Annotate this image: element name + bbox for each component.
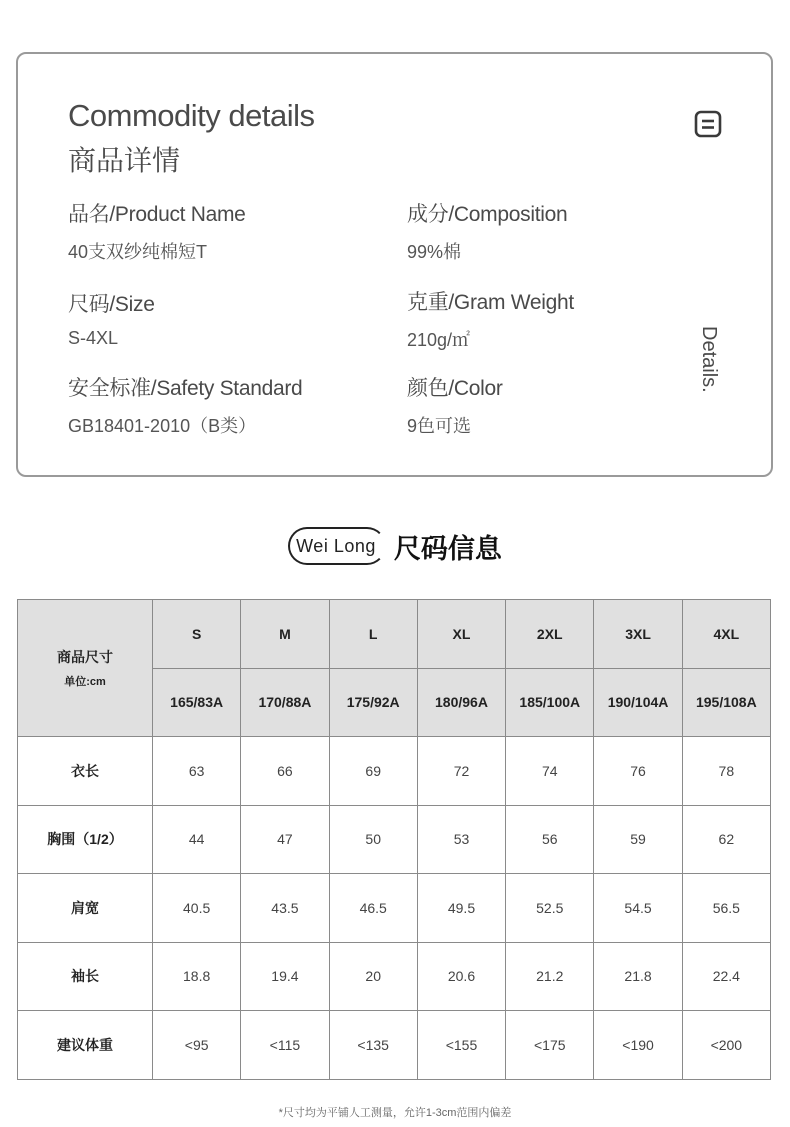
table-cell: 76 bbox=[594, 737, 682, 806]
table-cell: 56 bbox=[506, 805, 594, 874]
row-label: 袖长 bbox=[18, 942, 153, 1011]
spec-header: 195/108A bbox=[682, 668, 770, 737]
size-table bbox=[17, 599, 771, 1080]
table-cell: 50 bbox=[329, 805, 417, 874]
spec-header: 165/83A bbox=[153, 668, 241, 737]
field-composition bbox=[407, 198, 567, 264]
field-value: 40支双纱纯棉短T bbox=[68, 242, 208, 262]
size-header: L bbox=[329, 600, 417, 669]
table-cell: 21.2 bbox=[506, 942, 594, 1011]
table-cell: <200 bbox=[682, 1011, 770, 1080]
field-safety-standard bbox=[68, 372, 302, 438]
table-cell: 54.5 bbox=[594, 874, 682, 943]
table-cell: 53 bbox=[417, 805, 505, 874]
spec-header: 180/96A bbox=[417, 668, 505, 737]
size-header: XL bbox=[417, 600, 505, 669]
size-header: 2XL bbox=[506, 600, 594, 669]
size-header: M bbox=[241, 600, 329, 669]
table-cell: 19.4 bbox=[241, 942, 329, 1011]
corner-label: 商品尺寸 bbox=[57, 649, 113, 665]
table-cell: 63 bbox=[153, 737, 241, 806]
table-cell: 46.5 bbox=[329, 874, 417, 943]
size-info-title: 尺码信息 bbox=[393, 533, 502, 564]
size-header: 3XL bbox=[594, 600, 682, 669]
table-cell: 66 bbox=[241, 737, 329, 806]
table-row bbox=[18, 805, 771, 874]
row-label: 肩宽 bbox=[18, 874, 153, 943]
table-cell: <190 bbox=[594, 1011, 682, 1080]
field-value: 210g/㎡ bbox=[407, 330, 471, 350]
field-value: GB18401-2010（B类） bbox=[68, 416, 257, 436]
table-cell: <155 bbox=[417, 1011, 505, 1080]
corner-cell bbox=[18, 600, 153, 737]
table-cell: 40.5 bbox=[153, 874, 241, 943]
row-label: 衣长 bbox=[18, 737, 153, 806]
table-cell: 74 bbox=[506, 737, 594, 806]
table-cell: 18.8 bbox=[153, 942, 241, 1011]
field-label: 颜色/Color bbox=[407, 377, 503, 400]
table-row bbox=[18, 737, 771, 806]
brand-logo: Wei Long bbox=[288, 527, 386, 565]
spec-header: 175/92A bbox=[329, 668, 417, 737]
spec-header: 170/88A bbox=[241, 668, 329, 737]
field-gram-weight bbox=[407, 286, 574, 352]
size-info-header bbox=[0, 524, 790, 568]
table-cell: 47 bbox=[241, 805, 329, 874]
field-value: 99%棉 bbox=[407, 242, 462, 262]
size-header: S bbox=[153, 600, 241, 669]
row-label: 胸围（1/2） bbox=[18, 805, 153, 874]
table-cell: 20 bbox=[329, 942, 417, 1011]
menu-icon[interactable] bbox=[694, 110, 722, 138]
table-cell: 78 bbox=[682, 737, 770, 806]
table-cell: 21.8 bbox=[594, 942, 682, 1011]
commodity-details-card bbox=[16, 52, 773, 477]
table-cell: 62 bbox=[682, 805, 770, 874]
details-side-label: Details. bbox=[698, 326, 720, 393]
field-label: 成分/Composition bbox=[407, 203, 568, 226]
table-cell: <95 bbox=[153, 1011, 241, 1080]
table-row bbox=[18, 942, 771, 1011]
spec-header: 185/100A bbox=[506, 668, 594, 737]
field-value: S-4XL bbox=[68, 328, 119, 348]
details-title-zh: 商品详情 bbox=[68, 145, 181, 176]
table-row bbox=[18, 874, 771, 943]
field-label: 克重/Gram Weight bbox=[407, 291, 574, 314]
table-cell: <175 bbox=[506, 1011, 594, 1080]
table-cell: 20.6 bbox=[417, 942, 505, 1011]
table-cell: 49.5 bbox=[417, 874, 505, 943]
table-cell: 56.5 bbox=[682, 874, 770, 943]
row-label: 建议体重 bbox=[18, 1011, 153, 1080]
field-color bbox=[407, 372, 503, 438]
table-cell: 59 bbox=[594, 805, 682, 874]
table-cell: 43.5 bbox=[241, 874, 329, 943]
field-value: 9色可选 bbox=[407, 416, 472, 436]
field-product-name bbox=[68, 198, 246, 264]
table-cell: <135 bbox=[329, 1011, 417, 1080]
field-label: 品名/Product Name bbox=[68, 203, 246, 226]
spec-header: 190/104A bbox=[594, 668, 682, 737]
table-row bbox=[18, 1011, 771, 1080]
table-cell: 69 bbox=[329, 737, 417, 806]
field-label: 安全标准/Safety Standard bbox=[68, 377, 303, 400]
measurement-footnote: *尺寸均为平铺人工测量，允许1-3cm范围内偏差 bbox=[278, 1107, 512, 1119]
table-cell: <115 bbox=[241, 1011, 329, 1080]
size-header: 4XL bbox=[682, 600, 770, 669]
field-label: 尺码/Size bbox=[68, 293, 155, 316]
table-cell: 72 bbox=[417, 737, 505, 806]
table-row bbox=[18, 600, 771, 669]
table-cell: 44 bbox=[153, 805, 241, 874]
field-size bbox=[68, 288, 155, 349]
details-title-en: Commodity details bbox=[68, 98, 315, 133]
corner-unit: 单位:cm bbox=[64, 676, 106, 688]
table-cell: 22.4 bbox=[682, 942, 770, 1011]
table-cell: 52.5 bbox=[506, 874, 594, 943]
